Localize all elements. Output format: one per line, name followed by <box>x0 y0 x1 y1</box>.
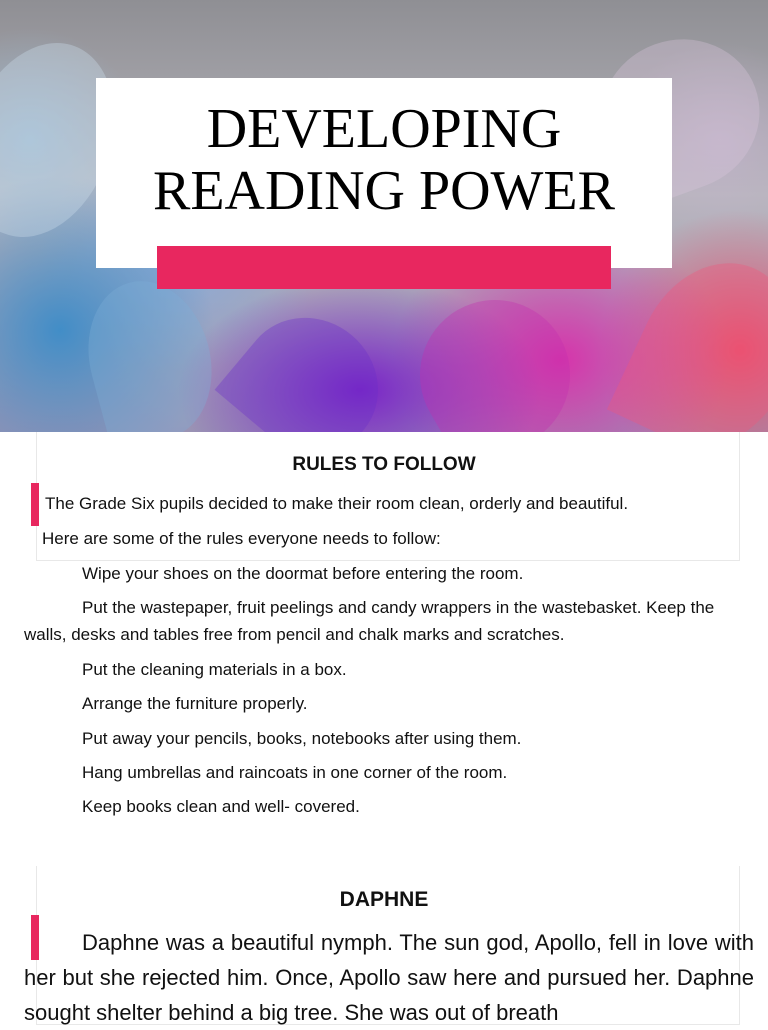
petal-decoration <box>393 273 598 432</box>
story-heading: DAPHNE <box>339 888 429 911</box>
title-banner <box>0 0 768 432</box>
rule-item: Put the wastepaper, fruit peelings and candy wrappers in the wastebasket. Keep the walls, desks and tables free from pencil and chalk marks and scratches. <box>24 598 715 644</box>
rule-item: Hang umbrellas and raincoats in one corner of the room. <box>82 763 508 782</box>
page-title: DEVELOPING READING POWER <box>153 98 615 222</box>
rules-heading: RULES TO FOLLOW <box>292 454 476 475</box>
rules-intro-1: The Grade Six pupils decided to make their room clean, orderly and beautiful. <box>45 494 629 513</box>
rule-item: Put away your pencils, books, notebooks after using them. <box>82 729 522 748</box>
rule-item: Wipe your shoes on the doormat before entering the room. <box>82 564 524 583</box>
rule-item: Put the cleaning materials in a box. <box>82 660 347 679</box>
rules-accent-bar <box>31 483 39 526</box>
story-text: Daphne was a beautiful nymph. The sun god, Apollo, fell in love with her but she rejected him. Once, Apollo saw here and pursued her. Daphne sought shelter behind a big tree. She was out of breath <box>24 930 754 1025</box>
petal-decoration <box>71 267 228 432</box>
rule-item: Keep books clean and well- covered. <box>82 797 360 816</box>
title-card <box>96 78 672 268</box>
title-accent-bar <box>157 246 611 289</box>
rule-item: Arrange the furniture properly. <box>82 694 308 713</box>
petal-decoration <box>215 290 406 432</box>
rules-intro-2: Here are some of the rules everyone needs to follow: <box>42 529 441 548</box>
